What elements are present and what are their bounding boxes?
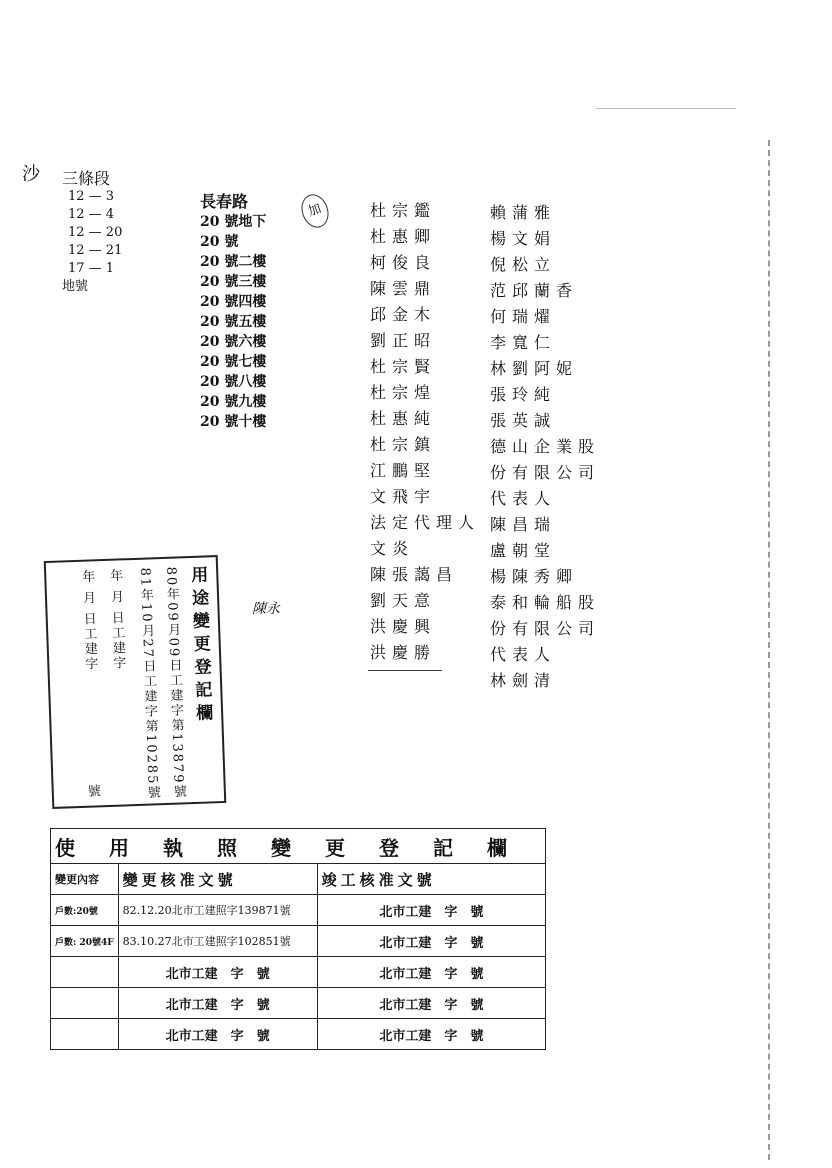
usage-change-stamp [44,555,227,809]
owner-name: 杜惠純 [370,409,437,428]
floor-item: 20 號八樓 [200,374,267,390]
owner-column-1 [370,198,480,666]
owner-name: 張英誠 [490,411,557,430]
floor-item: 20 號十樓 [200,414,267,430]
owner-name: 份有限公司 [490,463,601,482]
column-header: 竣工核准文號 [317,864,545,895]
lot-item: 12 — 21 [68,243,123,258]
owner-name: 賴蒲雅 [490,203,557,222]
circle-stamp: 加 [297,191,333,232]
table-cell: 北市工建 字 號 [317,895,545,926]
owner-name: 何瑞燿 [490,307,557,326]
table-row [51,926,546,957]
table-cell: 北市工建 字 號 [317,957,545,988]
owner-name: 范邱蘭香 [490,281,579,300]
table-cell: 北市工建 字 號 [118,957,317,988]
stamp-title: 用途變更登記欄 [186,565,213,728]
scan-edge [768,140,770,1160]
lot-label: 地號 [62,279,89,294]
owner-name: 份有限公司 [490,619,601,638]
table-row [51,895,546,926]
owner-name: 柯俊良 [370,253,437,272]
scan-line [596,108,736,109]
owner-name: 德山企業股 [490,437,601,456]
lot-item: 17 — 1 [68,261,115,276]
floor-item: 20 號七樓 [200,354,267,370]
road-title: 長春路 [200,192,249,211]
owner-name: 盧朝堂 [490,541,557,560]
table-cell: 北市工建 字 號 [317,926,545,957]
owner-name: 洪慶興 [370,617,437,636]
owner-name: 江鵬堅 [370,461,437,480]
floor-item: 20 號 [200,234,239,250]
address-list [200,192,266,432]
table-row [51,988,546,1019]
stamp-line: 年 月 日工建字 [107,568,126,672]
owner-column-2 [490,200,600,694]
owner-name: 邱金木 [370,305,437,324]
owner-name: 劉正昭 [370,331,437,350]
table-cell [51,1019,119,1050]
signature: 陳永 [252,601,280,617]
land-section: 三條段 [62,169,111,188]
owner-name: 楊文娟 [490,229,557,248]
owner-name: 林劉阿妮 [490,359,579,378]
owner-name: 陳張藹昌 [370,565,459,584]
lot-item: 12 — 4 [68,207,115,222]
table-row [51,957,546,988]
owner-name: 劉天意 [370,591,437,610]
stamp-hao: 號 [87,784,102,800]
margin-mark: 沙 [22,164,40,185]
stamp-line: 81年10月27日工建字第10285號 [137,567,161,801]
owner-name: 倪松立 [490,255,557,274]
owner-name: 文炎 [370,539,415,558]
owner-name: 杜惠卿 [370,227,437,246]
table-cell: 82.12.20北市工建照字139871號 [118,895,317,926]
owner-name: 李寬仁 [490,333,557,352]
table-cell: 北市工建 字 號 [118,1019,317,1050]
stamp-line: 年 月 日工建字 [79,569,98,673]
owner-name: 杜宗煌 [370,383,437,402]
floor-item: 20 號四樓 [200,294,267,310]
lot-item: 12 — 3 [68,189,115,204]
table-cell: 戶數:20號 [51,895,119,926]
owner-name: 張玲純 [490,385,557,404]
owner-name: 洪慶勝 [370,643,437,662]
table-cell: 戶數: 20號4F [51,926,119,957]
stamp-line: 80年09月09日工建字第13879號 [163,566,187,800]
divider-line [368,670,442,671]
owner-name: 陳昌瑞 [490,515,557,534]
table-cell: 83.10.27北市工建照字102851號 [118,926,317,957]
table-cell: 北市工建 字 號 [317,988,545,1019]
table-row [51,1019,546,1050]
owner-name: 林劍清 [490,671,557,690]
owner-name: 杜宗鎮 [370,435,437,454]
table-cell [51,988,119,1019]
owner-name: 楊陳秀卿 [490,567,579,586]
owner-name: 陳雲鼎 [370,279,437,298]
floor-item: 20 號九樓 [200,394,267,410]
column-header: 變更內容 [51,864,119,895]
owner-name: 法定代理人 [370,513,481,532]
owner-name: 代表人 [490,489,557,508]
floor-item: 20 號六樓 [200,334,267,350]
table-cell [51,957,119,988]
owner-name: 文飛宇 [370,487,437,506]
table-cell: 北市工建 字 號 [118,988,317,1019]
floor-item: 20 號三樓 [200,274,267,290]
land-lot-list [62,170,122,296]
column-header: 變更核准文號 [118,864,317,895]
table-cell: 北市工建 字 號 [317,1019,545,1050]
owner-name: 杜宗鑑 [370,201,437,220]
owner-name: 杜宗賢 [370,357,437,376]
floor-item: 20 號二樓 [200,254,267,270]
lot-item: 12 — 20 [68,225,123,240]
floor-item: 20 號五樓 [200,314,267,330]
floor-item: 20 號地下 [200,214,267,230]
table-title: 使用執照變更登記欄 [51,829,546,864]
license-change-table [50,828,546,1050]
owner-name: 代表人 [490,645,557,664]
owner-name: 泰和輪船股 [490,593,601,612]
